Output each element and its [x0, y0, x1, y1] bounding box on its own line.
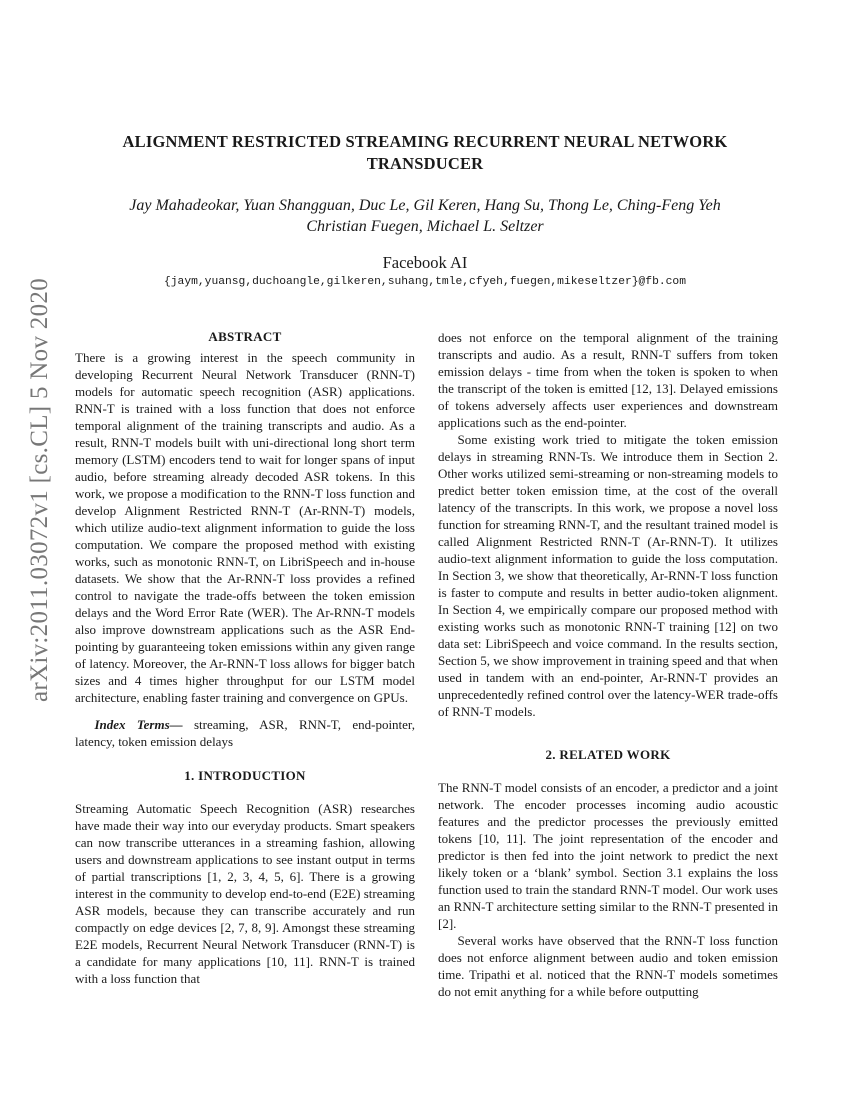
introduction-text: Streaming Automatic Speech Recognition (ASR) researches have made their way into our everyday products. Smart speakers can now transcribe utterances in a streaming fashion, allowing users and downstream applications to see instant output in terms of partial transcriptions [1, 2, 3, 4, 5, 6]. There is a growing interest in the community to develop end-to-end (E2E) streaming ASR models, because they can transcribe accurately and run compactly on edge devices [2, 7, 8, 9]. Amongst these streaming E2E models, Recurrent Neural Network Transducer (RNN-T) is a candidate for many applications [10, 11]. RNN-T is trained with a loss function that — [75, 801, 415, 986]
arxiv-watermark — [10, 277, 70, 703]
index-terms — [75, 716, 415, 750]
related-work-para-2: Several works have observed that the RNN-T loss function does not enforce alignment between audio and token emission time. Tripathi et al. noticed that the RNN-T models sometimes do not emit anything for a while before outputting — [438, 933, 778, 999]
authors-line-1: Jay Mahadeokar, Yuan Shangguan, Duc Le, Gil Keren, Hang Su, Thong Le, Ching-Feng Yeh — [129, 197, 721, 214]
paper-title: ALIGNMENT RESTRICTED STREAMING RECURRENT NEURAL NETWORK TRANSDUCER — [122, 132, 728, 173]
intro-continued-para-1: does not enforce on the temporal alignment of the training transcripts and audio. As a result, RNN-T suffers from token emission delays - time from when the token is spoken to when the transcript of the token is emitted [12, 13]. Delayed emissions of tokens adversely affects user experiences and downstream applications such as the end-pointer. — [438, 330, 778, 430]
author-list — [80, 195, 770, 237]
index-terms-text: streaming, ASR, RNN-T, end-pointer, latency, token emission delays — [75, 717, 415, 749]
right-column — [438, 329, 778, 1000]
abstract-heading: ABSTRACT — [208, 329, 282, 344]
arxiv-id: arXiv:2011.03072v1 [cs.CL] 5 Nov 2020 — [26, 277, 54, 703]
intro-continued-para-2: Some existing work tried to mitigate the token emission delays in streaming RNN-Ts. We introduce them in Section 2. Other works utilized semi-streaming or non-streaming models to predict better token emission time, at the cost of the overall latency of the transcripts. In this work, we propose a novel loss function for streaming RNN-T, and the resultant trained model is called Alignment Restricted RNN-T (Ar-RNN-T). It utilizes audio-text alignment information to guide the loss computation. In Section 3, we show that theoretically, Ar-RNN-T loss function is faster to compute and results in better audio-token alignment. In Section 4, we empirically compare our proposed method with existing works such as monotonic RNN-T training [12] on two data set: LibriSpeech and voice command. In the results section, Section 5, we show improvement in training speed and that when used in tandem with an end-pointer, Ar-RNN-T provides an unprecedentedly refined control over the latency-WER trade-offs of RNN-T models. — [438, 432, 778, 719]
author-emails: {jaym,yuansg,duchoangle,gilkeren,suhang,tmle,cfyeh,fuegen,mikeseltzer}@fb.com — [163, 276, 686, 288]
related-work-heading: 2. RELATED WORK — [545, 747, 671, 762]
related-work-para-1: The RNN-T model consists of an encoder, a predictor and a joint network. The encoder processes incoming audio acoustic features and the predictor processes the previously emitted tokens [10, 11]. The joint representation of the encoder and predictor is then fed into the joint network to predict the next likely token or a ‘blank’ symbol. Section 3.1 explains the loss function used to train the standard RNN-T model. Our work uses an RNN-T architecture setting similar to the RNN-T presented in [2]. — [438, 780, 778, 931]
abstract-text: There is a growing interest in the speech community in developing Recurrent Neural Network Transducer (RNN-T) models for automatic speech recognition (ASR) applications. RNN-T is trained with a loss function that does not enforce temporal alignment of the training transcripts and audio. As a result, RNN-T models built with uni-directional long short term memory (LSTM) encoders tend to wait for longer spans of input audio, before streaming already decoded ASR tokens. In this work, we propose a modification to the RNN-T loss function and develop Alignment Restricted RNN-T (Ar-RNN-T) models, which utilize audio-text alignment information to guide the loss computation. We compare the proposed method with existing works, such as monotonic RNN-T, on LibriSpeech and in-house datasets. We show that the Ar-RNN-T loss provides a refined control to navigate the trade-offs between the token emission delays and the Word Error Rate (WER). The Ar-RNN-T models also improve downstream applications such as the ASR End-pointing by guaranteeing token emissions within any given range of latency. Moreover, the Ar-RNN-T loss allows for bigger batch sizes and 4 times higher throughput for our LSTM model architecture, enabling faster training and convergence on GPUs. — [75, 350, 415, 705]
introduction-heading: 1. INTRODUCTION — [184, 768, 306, 783]
left-column — [75, 328, 415, 987]
authors-line-2: Christian Fuegen, Michael L. Seltzer — [306, 218, 544, 235]
index-terms-label: Index Terms— — [94, 717, 183, 732]
affiliation: Facebook AI — [382, 253, 468, 272]
